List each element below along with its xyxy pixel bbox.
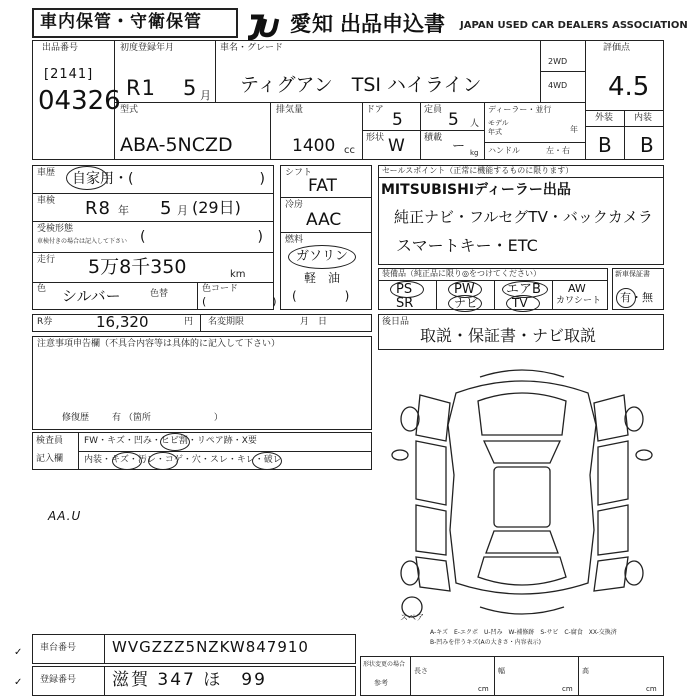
history-label: 車歴: [37, 168, 56, 178]
drive-4wd: 4WD: [548, 81, 568, 90]
equip-pw: PW: [454, 282, 475, 297]
capacity-unit: 人: [470, 119, 480, 129]
interior-grade: B: [640, 133, 655, 157]
handwritten-note: AA.U: [48, 509, 82, 523]
plate-label: 登録番号: [40, 675, 77, 685]
registration-era-year: R1: [126, 76, 156, 100]
inspection-era: R8: [85, 198, 111, 219]
ac-label: 冷房: [285, 200, 304, 210]
fuel-value: ガソリン: [296, 249, 349, 264]
form-change-width-unit: cm: [562, 685, 573, 693]
check-mark-2: ✓: [14, 677, 24, 688]
receipt-note: 車検付きの場合は記入して下さい: [37, 238, 128, 245]
equip-tv-circle: [506, 295, 540, 312]
check-mark-1: ✓: [14, 647, 24, 658]
exterior-grade: B: [598, 133, 613, 157]
mileage-value: 5万8千350: [88, 256, 187, 278]
mileage-label: 走行: [37, 255, 56, 265]
receipt-value: ( ): [140, 229, 263, 245]
sales-point-line1: MITSUBISHIディーラー出品: [381, 182, 571, 198]
model-year-label2: 年式: [488, 128, 502, 136]
inspector-label2: 記入欄: [36, 454, 64, 464]
warranty-label: 新車保証書: [615, 270, 650, 278]
handle-label: ハンドル: [488, 146, 520, 155]
shift-value: FAT: [308, 176, 337, 196]
diagram-wheel-fr: [625, 407, 643, 431]
color-value: シルバー: [62, 287, 121, 305]
inspector-row1: FW・キズ・凹み・ヒビ割・リペア跡・X要: [84, 436, 257, 446]
later-value: 取説・保証書・ナビ取説: [420, 326, 597, 345]
shift-label: シフト: [285, 168, 313, 178]
equipment-label: 装備品（純正品に限り◎をつけてください）: [382, 269, 541, 278]
equip-navi: ナビ: [454, 296, 479, 310]
capacity-label: 定員: [424, 105, 443, 115]
org-name: 愛知: [290, 12, 334, 36]
color-code-value: ( ): [202, 295, 277, 308]
inspection-day: (29日): [192, 198, 241, 217]
warranty-options: 有・無: [620, 291, 653, 304]
grade-label: 評価点: [603, 43, 631, 53]
inspector-scratch-circle: [112, 452, 142, 470]
equip-airbag: エアB: [506, 282, 541, 297]
history-value: 自家用・( ): [72, 171, 265, 187]
load-unit: kg: [470, 149, 479, 157]
plate-value: 滋賀 347 ほ 99: [112, 670, 267, 690]
color-change-label: 色替: [150, 289, 169, 299]
displacement-value: 1400: [292, 136, 336, 156]
fuel-label: 燃料: [285, 235, 304, 245]
shape-value: W: [388, 136, 406, 156]
inspection-month-unit: 月: [177, 204, 188, 217]
spare-label: スペア: [400, 613, 424, 622]
equip-aw: AW: [568, 282, 586, 295]
doors-value: 5: [392, 110, 404, 130]
notes-label: 注意事項申告欄（不具合内容等は具体的に記入して下さい）: [37, 339, 281, 349]
form-change-label2: 参考: [374, 679, 388, 687]
fuel-diesel: 軽 油: [304, 271, 341, 285]
damage-legend-1: A-キズ E-エクボ U-凹み W-補修跡 S-サビ C-腐食 XX-交換済: [430, 629, 617, 636]
recycle-label: R券: [37, 317, 53, 327]
type-value: ABA-5NCZD: [120, 134, 233, 156]
form-change-length-unit: cm: [478, 685, 489, 693]
capacity-value: 5: [448, 110, 460, 130]
dealer-label: ディーラー・並行: [488, 105, 552, 114]
displacement-label: 排気量: [276, 105, 304, 115]
sales-point-line2: 純正ナビ・フルセグTV・バックカメラ: [394, 208, 653, 226]
load-value: ー: [452, 139, 467, 154]
name-change-value: 月 日: [300, 317, 328, 327]
recycle-unit: 円: [184, 317, 194, 327]
exterior-label: 外装: [595, 113, 614, 123]
recycle-value: 16,320: [96, 313, 149, 331]
doors-label: ドア: [366, 105, 384, 115]
warranty-circle-mark: [616, 288, 636, 308]
form-change-height-unit: cm: [646, 685, 657, 693]
association-name: JAPAN USED CAR DEALERS ASSOCIATION: [460, 20, 688, 31]
inspector-label1: 検査員: [36, 436, 64, 446]
form-change-height: 高: [582, 667, 589, 675]
lot-number: 04326: [38, 86, 121, 116]
handle-options: 左・右: [546, 146, 570, 155]
chassis-label: 車台番号: [40, 643, 77, 653]
model-name-label: 車名・グレード: [220, 43, 284, 53]
equip-ps-circle: [390, 281, 424, 298]
model-year-label: モデル: [488, 119, 509, 127]
diagram-outline: [448, 381, 596, 594]
shape-label: 形状: [366, 133, 385, 143]
form-change-label1: 形状変更の場合: [363, 661, 406, 668]
year-unit: 年: [570, 125, 578, 134]
inspection-label: 車検: [37, 196, 56, 206]
diagram-front-bumper: [480, 370, 564, 377]
repair-value: 有 （箇所 ）: [112, 413, 223, 423]
equip-tv: TV: [512, 296, 528, 310]
inspection-year-unit: 年: [118, 204, 129, 217]
fuel-other: ( ): [292, 289, 350, 303]
load-label: 積載: [424, 133, 443, 143]
sales-point-label: セールスポイント（正常に機能するものに限ります）: [382, 166, 574, 175]
displacement-unit: cc: [344, 145, 355, 156]
mileage-unit: km: [230, 269, 246, 280]
doc-title: 出品申込書: [340, 12, 445, 36]
inspector-stain-circle: [148, 452, 178, 470]
registration-label: 初度登録年月: [120, 43, 175, 53]
form-change-box: [360, 656, 664, 696]
sales-point-line3: スマートキー・ETC: [396, 236, 538, 255]
registration-month: 5: [183, 76, 198, 100]
model-name-value: ティグアン TSI ハイライン: [240, 74, 482, 96]
type-label: 型式: [120, 105, 139, 115]
equip-navi-circle: [448, 295, 482, 312]
storage-type: 車内保管・守衛保管: [40, 12, 202, 32]
equip-sr: SR: [396, 296, 414, 311]
diagram-wheel-rl: [401, 561, 419, 585]
interior-label: 内装: [634, 113, 653, 123]
inspector-dent-circle: [160, 433, 190, 451]
repair-label: 修復歴: [62, 413, 90, 423]
inspector-row2: 内装・キズ・汚レ・コゲ・穴・スレ・キレ・破レ: [84, 455, 282, 465]
later-label: 後日品: [382, 317, 410, 327]
equip-leather: カワシート: [556, 296, 602, 306]
lot-sub-number: [2141]: [44, 67, 94, 82]
damage-legend-2: B-凹みを伴うキズ(Aの大きさ・内容表示): [430, 639, 541, 646]
color-code-label: 色コード: [202, 284, 239, 294]
inspector-wear-circle: [252, 452, 282, 470]
ju-logo: [245, 14, 289, 40]
diagram-wheel-fl: [401, 407, 419, 431]
ac-value: AAC: [306, 210, 342, 230]
chassis-value: WVGZZZ5NZKW847910: [112, 638, 309, 656]
lot-label: 出品番号: [42, 43, 79, 53]
inspection-month: 5: [160, 198, 173, 219]
diagram-wheel-rr: [625, 561, 643, 585]
history-circle-mark: [66, 166, 108, 190]
form-change-length: 長さ: [414, 667, 428, 675]
form-change-width: 幅: [498, 667, 505, 675]
color-label: 色: [37, 284, 47, 294]
diagram-rear-bumper: [480, 607, 564, 614]
equip-ps: PS: [396, 282, 413, 297]
drive-2wd: 2WD: [548, 57, 568, 66]
receipt-label: 受検形態: [37, 224, 74, 234]
registration-month-unit: 月: [200, 89, 211, 102]
grade-score: 4.5: [608, 72, 650, 102]
car-damage-diagram: [380, 355, 664, 630]
name-change-label: 名変期限: [208, 317, 245, 327]
